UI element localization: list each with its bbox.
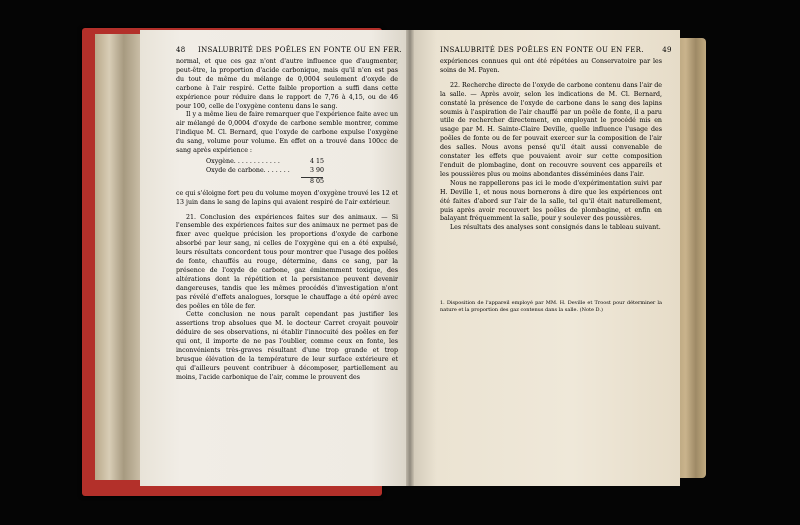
left-para-1: normal, et que ces gaz n'ont d'autre influence que d'augmenter, peut-être, la proportion d'acide carbonique, mais qu'il n'en est pas du tout de même du mélange de 0,0004 seulement d'oxyde de carbone à l'air respiré. Cette faible proportion a suffi dans cette expérience pour réduire dans le rapport de 7,76 à 4,15, ou de 46 pour 100, celle de l'oxygène contenu dans le sang.	[176, 58, 398, 110]
left-para-3: ce qui s'éloigne fort peu du volume moyen d'oxygène trouvé les 12 et 13 juin dans le sang de lapins qui avaient respiré de l'air extérieur.	[176, 189, 398, 206]
left-page-body	[176, 58, 398, 383]
left-page-number: 48	[176, 46, 186, 54]
right-page-number: 49	[662, 46, 672, 54]
table-row	[206, 167, 356, 176]
table-total: 8 05	[309, 177, 324, 185]
footnote: 1. Disposition de l'appareil employé par MM. H. Deville et Troost pour déterminer la nature et la proportion des gaz contenus dans la salle. (Note D.)	[440, 300, 662, 313]
left-running-title: INSALUBRITÉ DES POÊLES EN FONTE OU EN FER.	[198, 46, 402, 54]
right-para-3: Nous ne rappellerons pas ici le mode d'expérimentation suivi par H. Deville 1, et nous nous bornerons à dire que les expériences ont été faites d'abord sur l'air de la salle, tel qu'il était naturellement, puis après avoir recouvert les poêles de plombagine, et enfin en balayant fréquemment la salle, pour y soulever des poussières.	[440, 179, 662, 223]
table-value: 4 15	[309, 157, 324, 165]
table-label: Oxyde de carbone. . . . . . .	[206, 166, 290, 174]
left-running-head	[176, 46, 402, 54]
left-para-4: 21. Conclusion des expériences faites sur des animaux. — Si l'ensemble des expériences faites sur des animaux ne permet pas de fixer avec quelque précision les proportions d'oxyde de carbone absorbé par leur sang, ni celles de l'oxygène qui en a été expulsé, leurs résultats concordent tous pour montrer que l'usage des poêles de fonte, chauffés au rouge, détermine, dans ce sang, par la présence de l'oxyde de carbone, gaz éminemment toxique, des altérations dont la répétition et la persistance peuvent devenir dangereuses, tandis que les mêmes procédés d'investigation n'ont pas révélé d'effets analogues, lorsque le chauffage a été opéré avec des poêles en tôle de fer.	[176, 213, 398, 310]
right-running-title: INSALUBRITÉ DES POÊLES EN FONTE OU EN FER.	[440, 46, 644, 54]
table-value: 3 90	[309, 166, 324, 174]
right-para-2: 22. Recherche directe de l'oxyde de carbone contenu dans l'air de la salle. — Après avoir, selon les indications de M. Cl. Bernard, constaté la présence de l'oxyde de carbone dans le sang des lapins soumis à l'aspiration de l'air chauffé par un poêle de fonte, il a paru utile de rechercher directement, en employant le procédé mis en usage par M. H. Sainte-Claire Deville, quelle influence l'usage des poêles de fonte ou de fer pouvait exercer sur la composition de l'air des salles. Nous avons pensé qu'il était aussi convenable de constater les effets que pouvaient avoir sur cette composition l'enduit de plombagine, dont on recouvre souvent ces appareils et les poussières plus ou moins abondantes disséminées dans l'air.	[440, 81, 662, 178]
table-label: Oxygène. . . . . . . . . . . .	[206, 157, 280, 165]
right-para-1: expériences connues qui ont été répétées au Conservatoire par les soins de M. Payen.	[440, 58, 662, 74]
book-gutter	[406, 30, 414, 486]
right-running-head	[440, 46, 672, 54]
right-para-4: Les résultats des analyses sont consignés dans le tableau suivant.	[450, 224, 661, 232]
left-para-2: Il y a même lieu de faire remarquer que l'expérience faite avec un air mélangé de 0,0004 d'oxyde de carbone semble montrer, comme l'indique M. Cl. Bernard, que l'oxyde de carbone expulse l'oxygène du sang, volume pour volume. En effet on a trouvé dans 100cc de sang après expérience :	[176, 111, 398, 155]
page-edges-left	[95, 34, 143, 480]
left-para-5: Cette conclusion ne nous paraît cependant pas justifier les assertions trop absolues que M. le docteur Carret croyait pouvoir déduire de ses observations, ni établir l'innocuité des poêles en fer qui ont, il importe de ne pas l'oublier, comme ceux en fonte, les inconvénients très-graves résultant d'une trop grande et trop brusque élévation de la température de leur surface extérieure et qui d'ailleurs peuvent contribuer à décomposer, partiellement au moins, l'acide carbonique de l'air, comme le prouvent des	[176, 311, 398, 381]
blood-gas-table	[206, 158, 356, 187]
table-row	[206, 158, 356, 167]
right-page-body	[440, 58, 662, 233]
